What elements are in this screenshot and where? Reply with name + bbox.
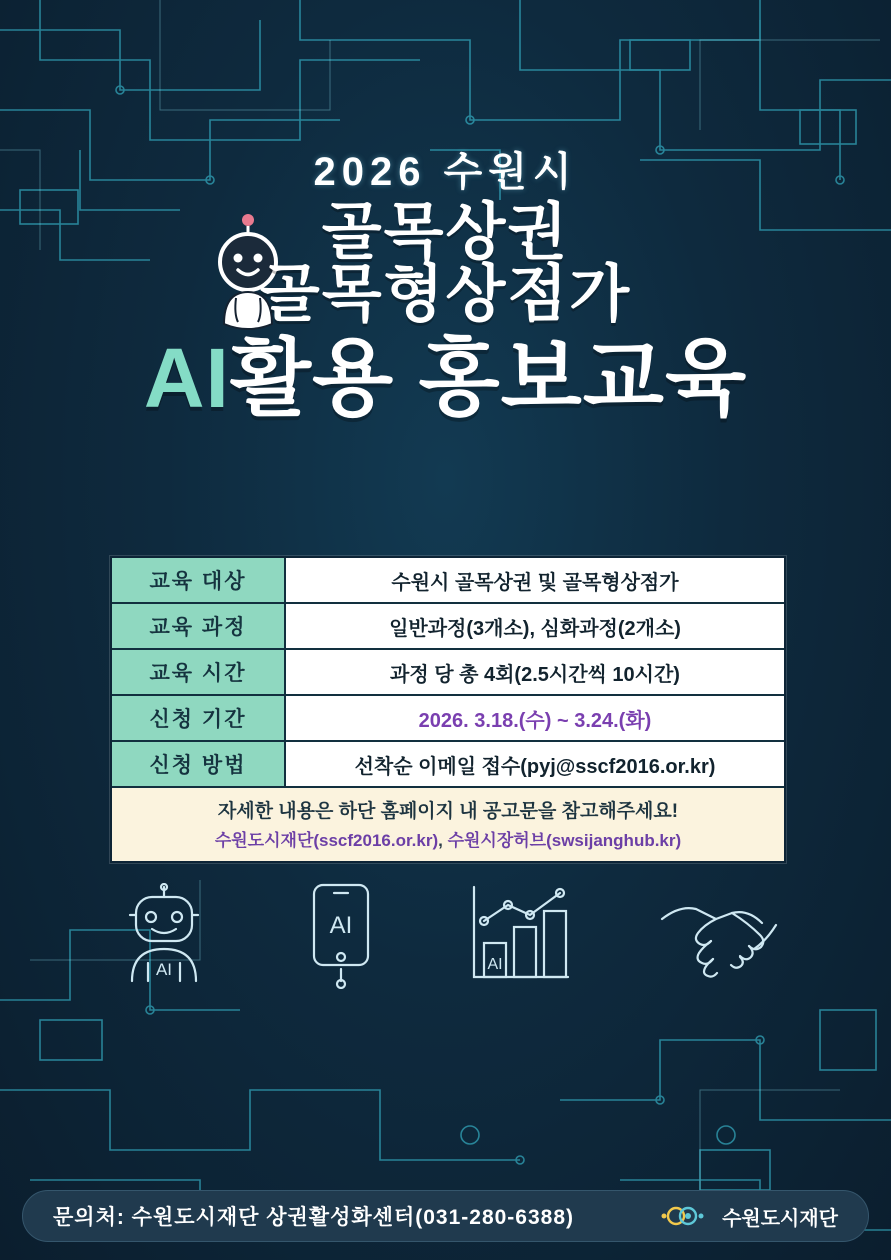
footer-contact: 문의처: 수원도시재단 상권활성화센터(031-280-6388) (53, 1206, 575, 1229)
footer-bar (22, 1190, 869, 1242)
table-row (112, 650, 784, 696)
note-separator: , (438, 831, 448, 850)
info-table (110, 556, 786, 863)
note-line-2 (116, 826, 780, 851)
table-row-value: 2026. 3.18.(수) ~ 3.24.(화) (286, 696, 784, 740)
handshake-icon (656, 891, 782, 979)
table-row-label: 신청 방법 (112, 742, 286, 786)
table-row-value: 과정 당 총 4회(2.5시간씩 10시간) (286, 650, 784, 694)
headline-main (0, 330, 891, 425)
note-line-1: 자세한 내용은 하단 홈페이지 내 공고문을 참고해주세요! (217, 801, 679, 822)
table-row-label: 신청 기간 (112, 696, 286, 740)
table-note (112, 788, 784, 861)
chart-ai-icon (464, 881, 576, 989)
icon-strip (110, 880, 782, 990)
table-row-value: 일반과정(3개소), 심화과정(2개소) (286, 604, 784, 648)
footer-brand (660, 1202, 838, 1231)
table-row (112, 742, 784, 788)
svg-text:AI: AI (155, 960, 173, 979)
table-row (112, 604, 784, 650)
footer-brand-label: 수원도시재단 (722, 1207, 838, 1230)
robot-ai-icon (110, 883, 218, 987)
headline-main-text: 활용 홍보교육 (229, 330, 748, 425)
table-row-value: 수원시 골목상권 및 골목형상점가 (286, 558, 784, 602)
brand-logo-icon (660, 1203, 712, 1229)
note-link-foundation[interactable]: 수원도시재단(sscf2016.or.kr) (214, 831, 439, 850)
table-row-value: 선착순 이메일 접수(pyj@sscf2016.or.kr) (286, 742, 784, 786)
table-row (112, 558, 784, 604)
table-row (112, 696, 784, 742)
headline-ai-text: AI (143, 330, 230, 425)
headline-year: 2026 수원시 (313, 150, 578, 194)
headline-line-2: 골목상권 (321, 198, 570, 267)
svg-text:AI: AI (329, 912, 353, 939)
svg-text:AI: AI (487, 956, 503, 973)
table-row-label: 교육 과정 (112, 604, 286, 648)
table-row-label: 교육 대상 (112, 558, 286, 602)
poster-headline (0, 140, 891, 425)
note-link-hub[interactable]: 수원시장허브(swsijanghub.kr) (447, 831, 682, 850)
tablet-ai-icon (298, 881, 384, 989)
table-row-label: 교육 시간 (112, 650, 286, 694)
headline-line-3: 골목형상점가 (259, 260, 632, 330)
